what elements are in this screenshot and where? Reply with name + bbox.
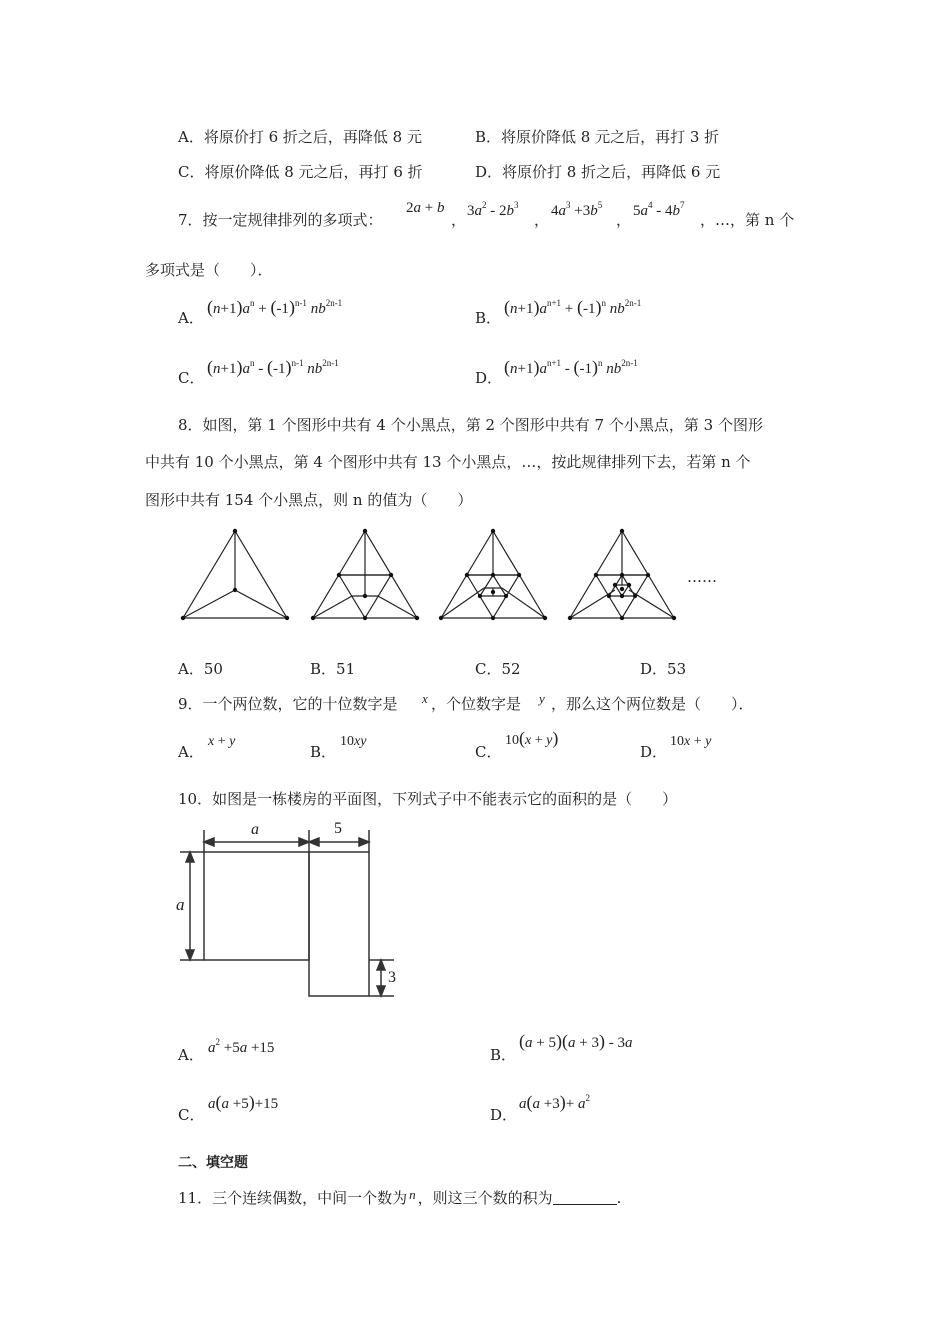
q10-floor-plan (170, 822, 410, 1002)
q10-option-b: (a + 5)(a + 3) - 3a (519, 1031, 633, 1051)
q11-end: . (616, 1189, 622, 1207)
q11-var-n: n (409, 1187, 416, 1202)
q7-stem: 7．按一定规律排列的多项式： (178, 211, 383, 229)
q10-label-c: C． (178, 1106, 205, 1124)
q8-stem-line2: 中共有 10 个小黑点，第 4 个图形中共有 13 个小黑点，…，按此规律排列下去，若第 n 个 (145, 453, 751, 471)
q10-option-a: $a^2 +5a +15$ (208, 1037, 275, 1056)
q10-dim-top-left: a (251, 821, 259, 838)
q7-poly-4: $5a^4 - 4b^7$ (633, 200, 685, 219)
q7-stem-end: ，…，第 n 个 (700, 211, 795, 229)
q9-var-y: y (539, 691, 545, 706)
q7-option-c: $(n+1)a^n - (-1)^{n-1}$ $nb^{2n-1}$ (207, 357, 339, 377)
q8-figure-2 (310, 528, 420, 623)
q9-option-d: 10x + y (670, 734, 712, 749)
q7-poly-3: $4a^3 +3b^5$ (551, 200, 603, 219)
q7-poly-1: 2a + b (406, 200, 445, 216)
q6-option-a: A．将原价打 6 折之后，再降低 8 元 (178, 128, 422, 146)
q7-poly-2: $3a^2 - 2b^3$ (467, 200, 519, 219)
q9-label-a: A． (178, 743, 204, 761)
q10-label-a: A． (178, 1046, 204, 1064)
q7-sep-2: ， (534, 211, 550, 229)
section-title: 二、填空题 (178, 1155, 248, 1171)
q7-label-d: D． (475, 369, 503, 387)
q10-option-d: $a(a +3)+ a^2$ (519, 1092, 590, 1112)
q6-option-b: B．将原价降低 8 元之后，再打 3 折 (475, 128, 720, 146)
q11-stem-text-a: 11．三个连续偶数，中间一个数为 (178, 1189, 408, 1207)
q7-option-b: $(n+1)a^{n+1} + (-1)^n$ $nb^{2n-1}$ (504, 297, 642, 317)
q10-option-c: a(a +5)+15 (208, 1092, 279, 1112)
q10-dim-top-right: 5 (334, 820, 342, 837)
q11-stem-text-b: ，则这三个数的积为 (417, 1189, 553, 1207)
q9-var-x: x (422, 691, 428, 706)
q8-option-a: A．50 (178, 660, 223, 678)
q10-dim-bottom-right: 3 (388, 969, 396, 986)
q8-stem-line3: 图形中共有 154 个小黑点，则 n 的值为（ ） (145, 491, 473, 509)
q9-option-a: x + y (208, 734, 236, 749)
q10-label-b: B． (490, 1046, 517, 1064)
q7-option-a: $(n+1)a^n + (-1)^{n-1}$ $nb^{2n-1}$ (207, 297, 343, 317)
q8-ellipsis: …… (687, 568, 717, 586)
q7-label-b: B． (475, 309, 502, 327)
q9-stem-c: ，那么这个两位数是（ ）． (551, 695, 754, 713)
q8-stem-line1: 8．如图，第 1 个图形中共有 4 个小黑点，第 2 个图形中共有 7 个小黑点，第 3 个图形 (178, 416, 763, 434)
q11-stem-a (178, 1187, 622, 1207)
q6-option-c: C．将原价降低 8 元之后，再打 6 折 (178, 163, 423, 181)
q9-label-b: B． (310, 743, 337, 761)
q8-figure-1 (180, 528, 290, 623)
q8-option-d: D．53 (640, 660, 687, 678)
q9-label-c: C． (475, 743, 502, 761)
q8-figure-4 (567, 528, 677, 623)
q8-option-c: C．52 (475, 660, 521, 678)
q7-label-c: C． (178, 369, 205, 387)
q8-figure-3 (438, 528, 548, 623)
q9-stem-b: ，个位数字是 (431, 695, 522, 713)
q7-label-a: A． (178, 309, 204, 327)
q7-sep-1: ， (451, 211, 467, 229)
q9-label-d: D． (640, 743, 668, 761)
q9-option-c: 10(x + y) (505, 728, 559, 748)
q10-stem: 10．如图是一栋楼房的平面图，下列式子中不能表示它的面积的是（ ） (178, 790, 678, 808)
q9-stem-a: 9．一个两位数，它的十位数字是 (178, 695, 398, 713)
q7-option-d: $(n+1)a^{n+1} - (-1)^n$ $nb^{2n-1}$ (504, 357, 638, 377)
q9-option-b: 10xy (340, 734, 367, 749)
q10-dim-left: a (176, 895, 185, 914)
q7-stem-line2: 多项式是（ ）． (145, 261, 273, 279)
q10-label-d: D． (490, 1106, 518, 1124)
q6-option-d: D．将原价打 8 折之后，再降低 6 元 (475, 163, 721, 181)
q8-option-b: B．51 (310, 660, 356, 678)
q7-sep-3: ， (616, 211, 632, 229)
q11-answer-blank[interactable] (553, 1190, 617, 1205)
